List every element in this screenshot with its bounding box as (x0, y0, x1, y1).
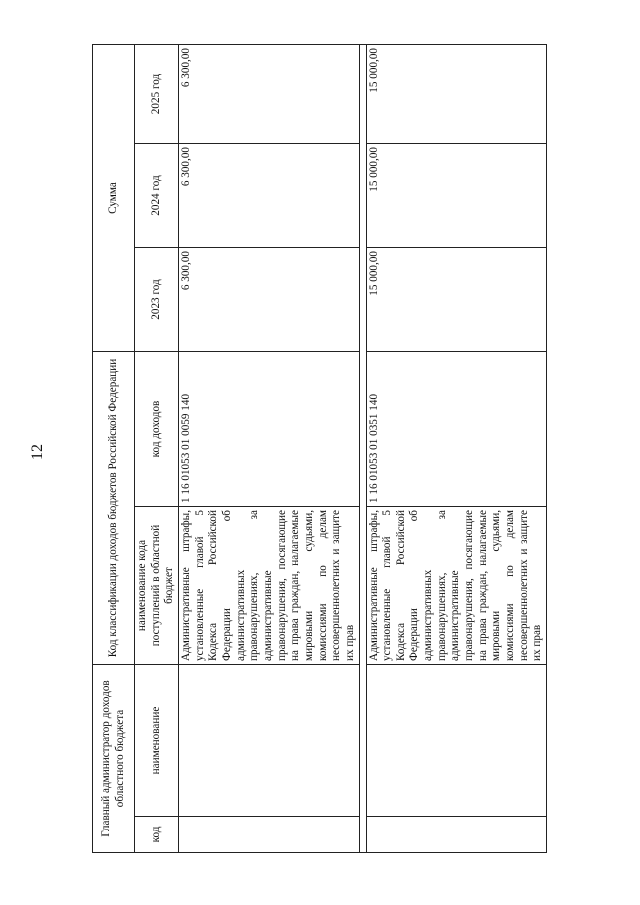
income-name-cell: Административные штрафы, установленные главой 5 Кодекса Российской Федерации об административных правонарушениях, за административные правонарушения, посягающие на права граждан, налагаемые мировыми судьями, комиссиями по делам несовершеннолетних и защите их прав (366, 507, 547, 665)
header-year-2023: 2023 год (135, 247, 179, 351)
table-row (178, 44, 359, 852)
income-code-cell: 1 16 01053 01 0059 140 (178, 351, 359, 506)
admin-code-cell (178, 817, 359, 853)
row-separator (359, 44, 366, 852)
header-year-2024: 2024 год (135, 143, 179, 247)
budget-table (92, 44, 547, 853)
header-code: код (135, 817, 179, 853)
header-classification: Код классификации доходов бюджетов Российской Федерации (93, 351, 135, 664)
header-name: наименование (135, 665, 179, 817)
amount-2025-cell: 15 000,00 (366, 44, 547, 143)
income-code-cell: 1 16 01053 01 0351 140 (366, 351, 547, 506)
admin-name-cell (366, 665, 547, 817)
header-income-code: код доходов (135, 351, 179, 506)
rotated-table-container (92, 45, 544, 853)
admin-code-cell (366, 817, 547, 853)
header-sum: Сумма (93, 44, 135, 351)
amount-2023-cell: 15 000,00 (366, 247, 547, 351)
amount-2024-cell: 15 000,00 (366, 143, 547, 247)
amount-2024-cell: 6 300,00 (178, 143, 359, 247)
income-name-cell: Административные штрафы, установленные главой 5 Кодекса Российской Федерации об административных правонарушениях, за административные правонарушения, посягающие на права граждан, налагаемые мировыми судьями, комиссиями по делам несовершеннолетних и защите их прав (178, 507, 359, 665)
amount-2025-cell: 6 300,00 (178, 44, 359, 143)
admin-name-cell (178, 665, 359, 817)
table-row (366, 44, 547, 852)
header-chief-admin: Главный администратор доходов областного бюджета (93, 665, 135, 853)
header-row-2 (135, 44, 179, 852)
row-separator-cell (359, 44, 366, 852)
amount-2023-cell: 6 300,00 (178, 247, 359, 351)
header-income-name: наименование кода поступлений в областной бюджет (135, 507, 179, 665)
header-row-1 (93, 44, 135, 852)
header-year-2025: 2025 год (135, 44, 179, 143)
page-number: 12 (29, 444, 46, 460)
